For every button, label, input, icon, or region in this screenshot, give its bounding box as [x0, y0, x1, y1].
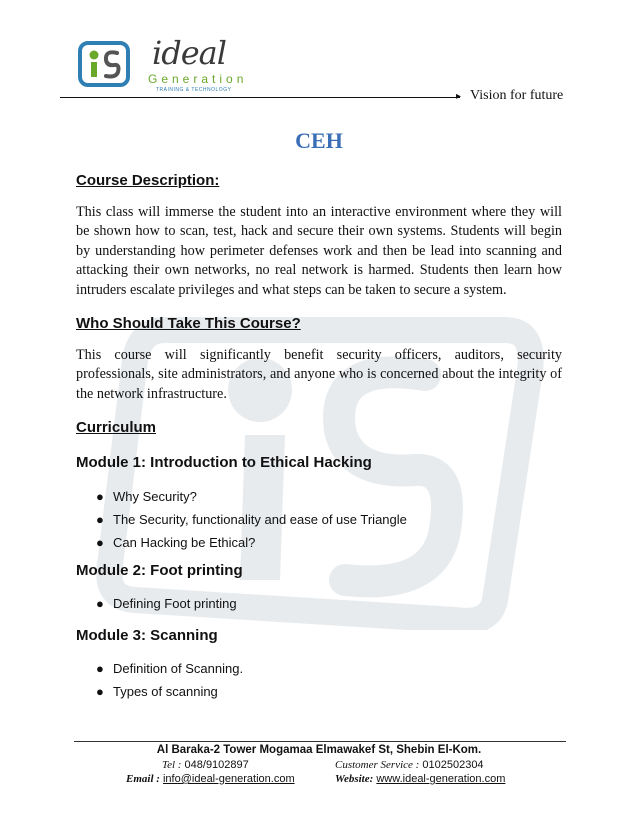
list-item: ● Why Security?	[96, 489, 197, 504]
logo-subtitle: Generation	[148, 72, 248, 86]
audience-heading: Who Should Take This Course?	[76, 315, 301, 332]
bullet-icon: ●	[96, 512, 104, 527]
list-item: ● Definition of Scanning.	[96, 661, 244, 676]
module-topic-list	[96, 660, 243, 706]
bullet-icon: ●	[96, 661, 104, 676]
course-description-text: This class will immerse the student into an interactive environment where they will be shown how to scan, test, hack and secure their own systems. Students will begin by understanding how perimeter defenses work and then be lead into scanning and attacking their own networks, no real network is harmed. Students then learn how intruders escalate privileges and what steps can be taken to secure a system.	[76, 204, 562, 298]
list-item: ● Defining Foot printing	[96, 596, 237, 611]
website-link[interactable]: www.ideal-generation.com	[376, 773, 506, 785]
logo-wordmark: ideal	[152, 34, 226, 72]
footer-email	[126, 773, 295, 785]
email-link[interactable]: info@ideal-generation.com	[162, 773, 295, 785]
footer-website	[335, 773, 505, 785]
bullet-icon: ●	[96, 596, 104, 611]
customer-service-value: 0102502304	[422, 759, 484, 771]
footer-divider	[74, 741, 566, 742]
page-title: CEH	[295, 128, 343, 153]
curriculum-heading: Curriculum	[76, 419, 157, 436]
phone-label: Tel :	[162, 759, 182, 771]
module-topic-list	[96, 488, 407, 557]
bullet-icon: ●	[96, 489, 104, 504]
module-title: Module 3: Scanning	[76, 627, 218, 644]
company-logo	[72, 30, 262, 100]
logo-tagline: TRAINING & TECHNOLOGY	[156, 87, 232, 93]
arrow-right-icon: ▸	[456, 91, 462, 102]
email-label: Email :	[126, 773, 160, 785]
footer-address: Al Baraka-2 Tower Mogamaa Elmawakef St, Shebin El-Kom.	[156, 744, 482, 756]
website-label: Website:	[335, 773, 374, 785]
header-tagline: Vision for future	[470, 88, 564, 103]
bullet-icon: ●	[96, 684, 104, 699]
module-title: Module 1: Introduction to Ethical Hacking	[76, 454, 372, 471]
ig-logo-icon	[78, 40, 130, 88]
list-item: ● Can Hacking be Ethical?	[96, 535, 256, 550]
module-title: Module 2: Foot printing	[76, 562, 243, 579]
phone-value: 048/9102897	[184, 759, 249, 771]
list-item: ● The Security, functionality and ease of use Triangle	[96, 512, 407, 527]
list-item: ● Types of scanning	[96, 684, 218, 699]
audience-text: This course will significantly benefit security officers, auditors, security professionals, site administrators, and anyone who is concerned about the integrity of the network infrastructure.	[76, 347, 562, 402]
bullet-icon: ●	[96, 535, 104, 550]
module-topic-list	[96, 595, 237, 618]
course-description-heading: Course Description:	[76, 172, 220, 189]
footer-phone	[162, 759, 249, 771]
header-divider	[60, 97, 460, 98]
footer-customer-service	[335, 759, 484, 771]
customer-service-label: Customer Service :	[335, 759, 420, 771]
